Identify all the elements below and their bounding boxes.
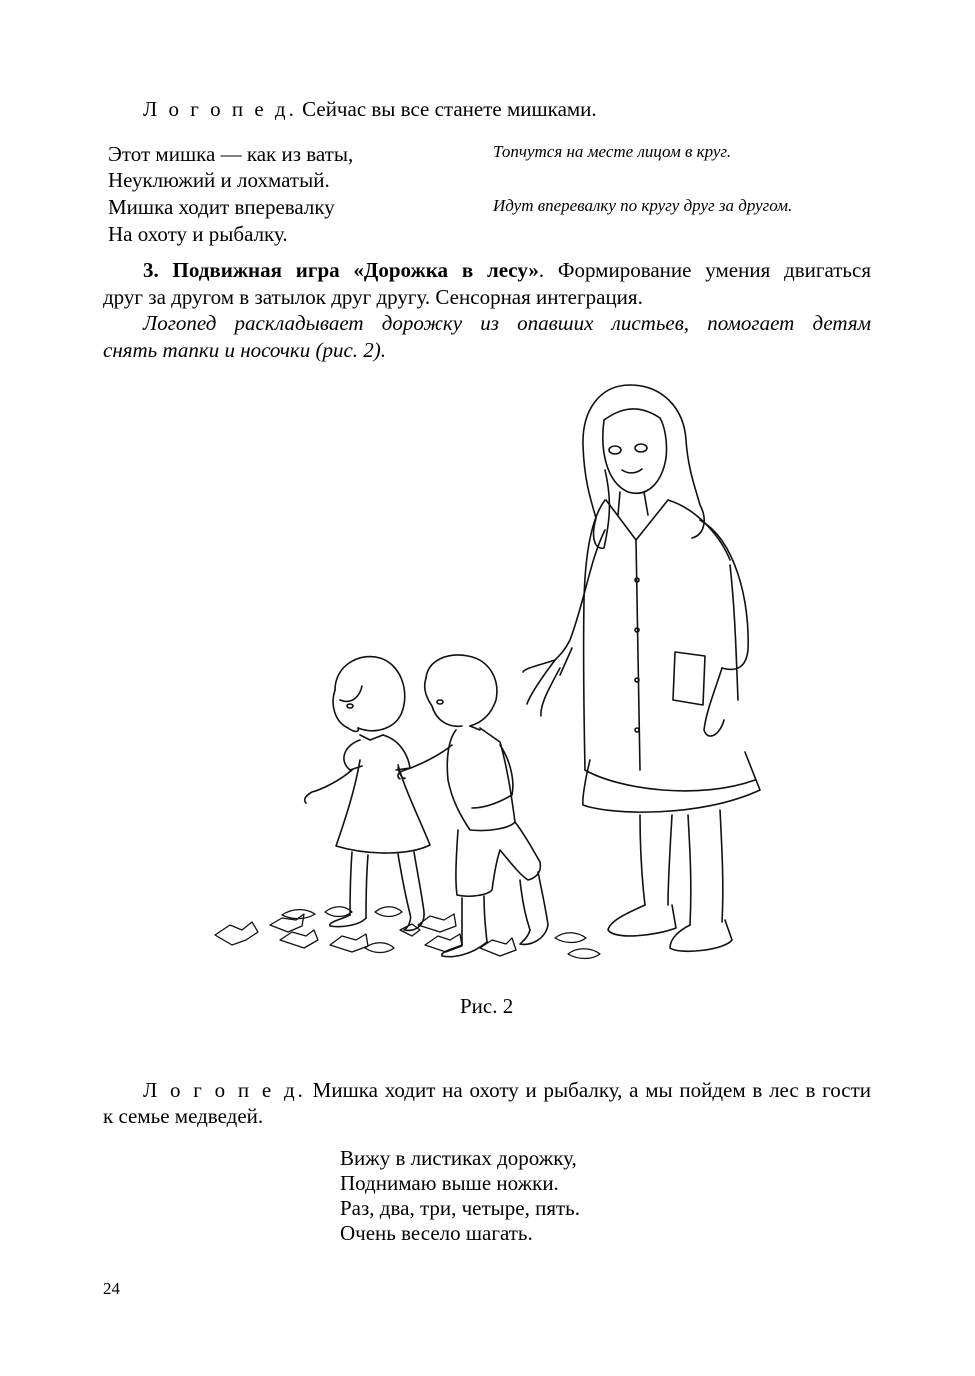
fallen-leaves	[215, 907, 600, 959]
poem1-line-3: Мишка ходит вперевалку	[108, 195, 335, 219]
figure-caption: Рис. 2	[460, 994, 514, 1018]
poem2-line-4: Очень весело шагать.	[340, 1221, 533, 1245]
intro-text: Сейчас вы все станете мишками.	[302, 97, 597, 121]
game-line-1-rest: . Формирование умения двигаться	[538, 258, 871, 282]
stage-direction-2: Идут вперевалку по кругу друг за другом.	[493, 196, 793, 215]
game-instruction-2: снять тапки и носочки (рис. 2).	[103, 338, 387, 362]
intro-speaker: Л о г о п е д.	[143, 97, 297, 121]
poem1-line-1: Этот мишка — как из ваты,	[108, 142, 354, 166]
game-line-1	[103, 257, 871, 283]
outro-line-2: к семье медведей.	[103, 1104, 264, 1128]
outro-line-1	[103, 1077, 871, 1103]
stage-direction-1: Топчутся на месте лицом в круг.	[493, 142, 732, 161]
teacher-figure	[523, 385, 760, 951]
intro-line	[143, 96, 597, 122]
game-instruction-1-text: Логопед раскладывает дорожку из опавших листьев, помогает детям	[143, 311, 871, 335]
outro-speaker: Л о г о п е д.	[143, 1078, 306, 1102]
page-number: 24	[103, 1279, 120, 1298]
poem2-line-3: Раз, два, три, четыре, пять.	[340, 1196, 581, 1220]
poem1-line-2: Неуклюжий и лохматый.	[108, 168, 330, 192]
game-line-2: друг за другом в затылок друг другу. Сенсорная интеграция.	[103, 285, 643, 309]
outro-line-1-text: Мишка ходит на охоту и рыбалку, а мы пойдем в лес в гости	[312, 1078, 871, 1102]
game-title: 3. Подвижная игра «Дорожка в лесу»	[143, 258, 539, 282]
girl-figure	[305, 657, 430, 931]
boy-figure	[398, 655, 548, 957]
poem2-line-2: Поднимаю выше ножки.	[340, 1171, 559, 1195]
game-instruction-1	[103, 310, 871, 336]
poem1-line-4: На охоту и рыбалку.	[108, 222, 288, 246]
poem2-line-1: Вижу в листиках дорожку,	[340, 1146, 577, 1170]
